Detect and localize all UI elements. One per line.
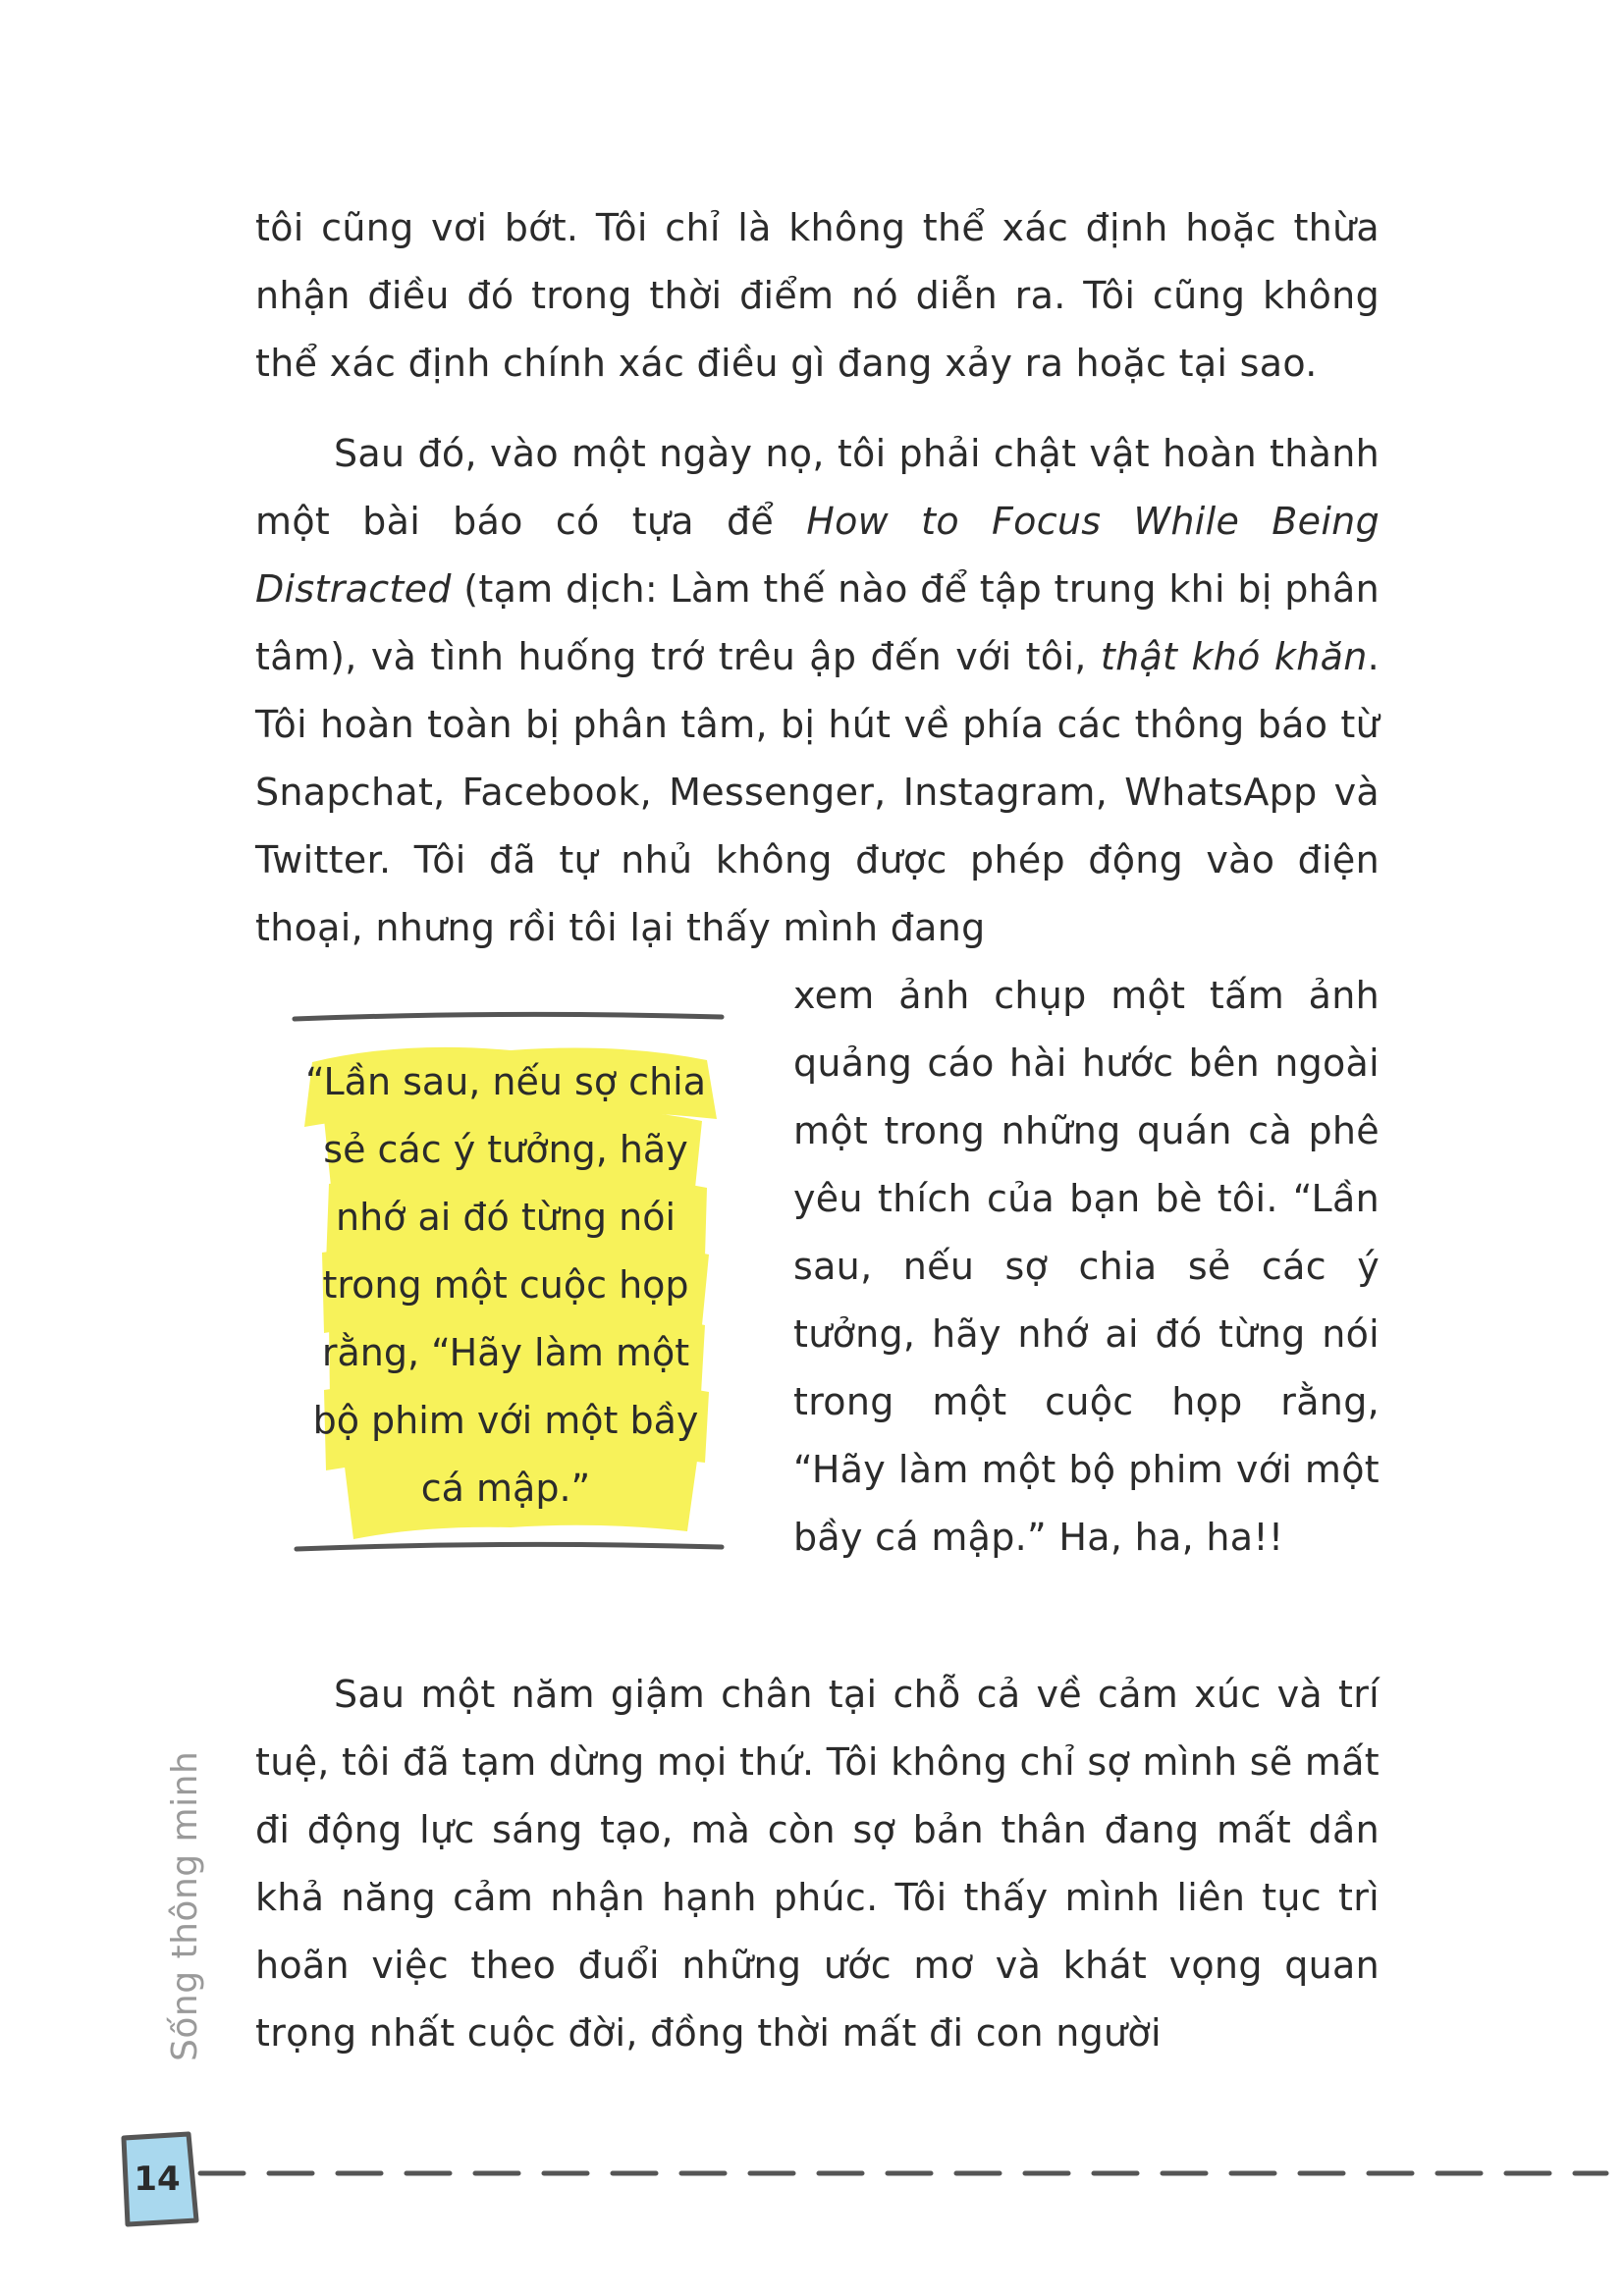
running-title: Sống thông minh [165, 1750, 205, 2061]
paragraph-4-text: Sau một năm giậm chân tại chỗ cả về cảm xúc và trí tuệ, tôi đã tạm dừng mọi thứ. Tôi không chỉ sợ mình sẽ mất đi động lực sáng tạo, mà còn sợ bản thân đang mất dần khả năng cảm nhận hạnh phúc. Tôi thấy mình liên tục trì hoãn việc theo đuổi những ước mơ và khát vọng quan trọng nhất cuộc đời, đồng thời mất đi con người [255, 1673, 1380, 2055]
paragraph-4 [255, 1661, 1380, 2067]
paragraph-continued [255, 194, 1380, 398]
paragraph-2-text-a: Sau đó, vào một ngày nọ, tôi phải chật vật hoàn thành một bài báo có tựa để [255, 432, 1380, 543]
page-number: 14 [134, 2160, 181, 2199]
page-number-tab [118, 2130, 204, 2228]
footer-dashed-line [196, 2160, 1610, 2189]
paragraph-2 [255, 420, 1380, 962]
paragraph-1: tôi cũng vơi bớt. Tôi chỉ là không thể xác định hoặc thừa nhận điều đó trong thời điểm nó diễn ra. Tôi cũng không thể xác định chính xác điều gì đang xảy ra hoặc tại sao. [255, 206, 1380, 385]
article-title: How to Focus While Being Distracted [255, 500, 1380, 611]
emphasis-text: thật khó khăn [1100, 635, 1368, 678]
pull-quote-text: “Lần sau, nếu sợ chia sẻ các ý tưởng, hãy nhớ ai đó từng nói trong một cuộc họp rằng, “Hãy làm một bộ phim với một bầy cá mập.” [304, 1060, 707, 1510]
paragraph-2-text-c: . Tôi hoàn toàn bị phân tâm, bị hút về phía các thông báo từ Snapchat, Facebook, Messenger, Instagram, WhatsApp và Twitter. Tôi đã tự nhủ không được phép động vào điện thoại, nhưng rồi tôi lại thấy mình đang [255, 635, 1380, 949]
paragraph-3 [793, 962, 1380, 1572]
paragraph-3-text: xem ảnh chụp một tấm ảnh quảng cáo hài hước bên ngoài một trong những quán cà phê yêu thích của bạn bè tôi. “Lần sau, nếu sợ chia sẻ các ý tưởng, hãy nhớ ai đó từng nói trong một cuộc họp rằng, “Hãy làm một bộ phim với một bầy cá mập.” Ha, ha, ha!! [793, 974, 1380, 1559]
paragraph-2-text-b: (tạm dịch: Làm thế nào để tập trung khi bị phân tâm), và tình huống trớ trêu ập đến với tôi, [255, 567, 1380, 678]
pull-quote [285, 1001, 727, 1561]
